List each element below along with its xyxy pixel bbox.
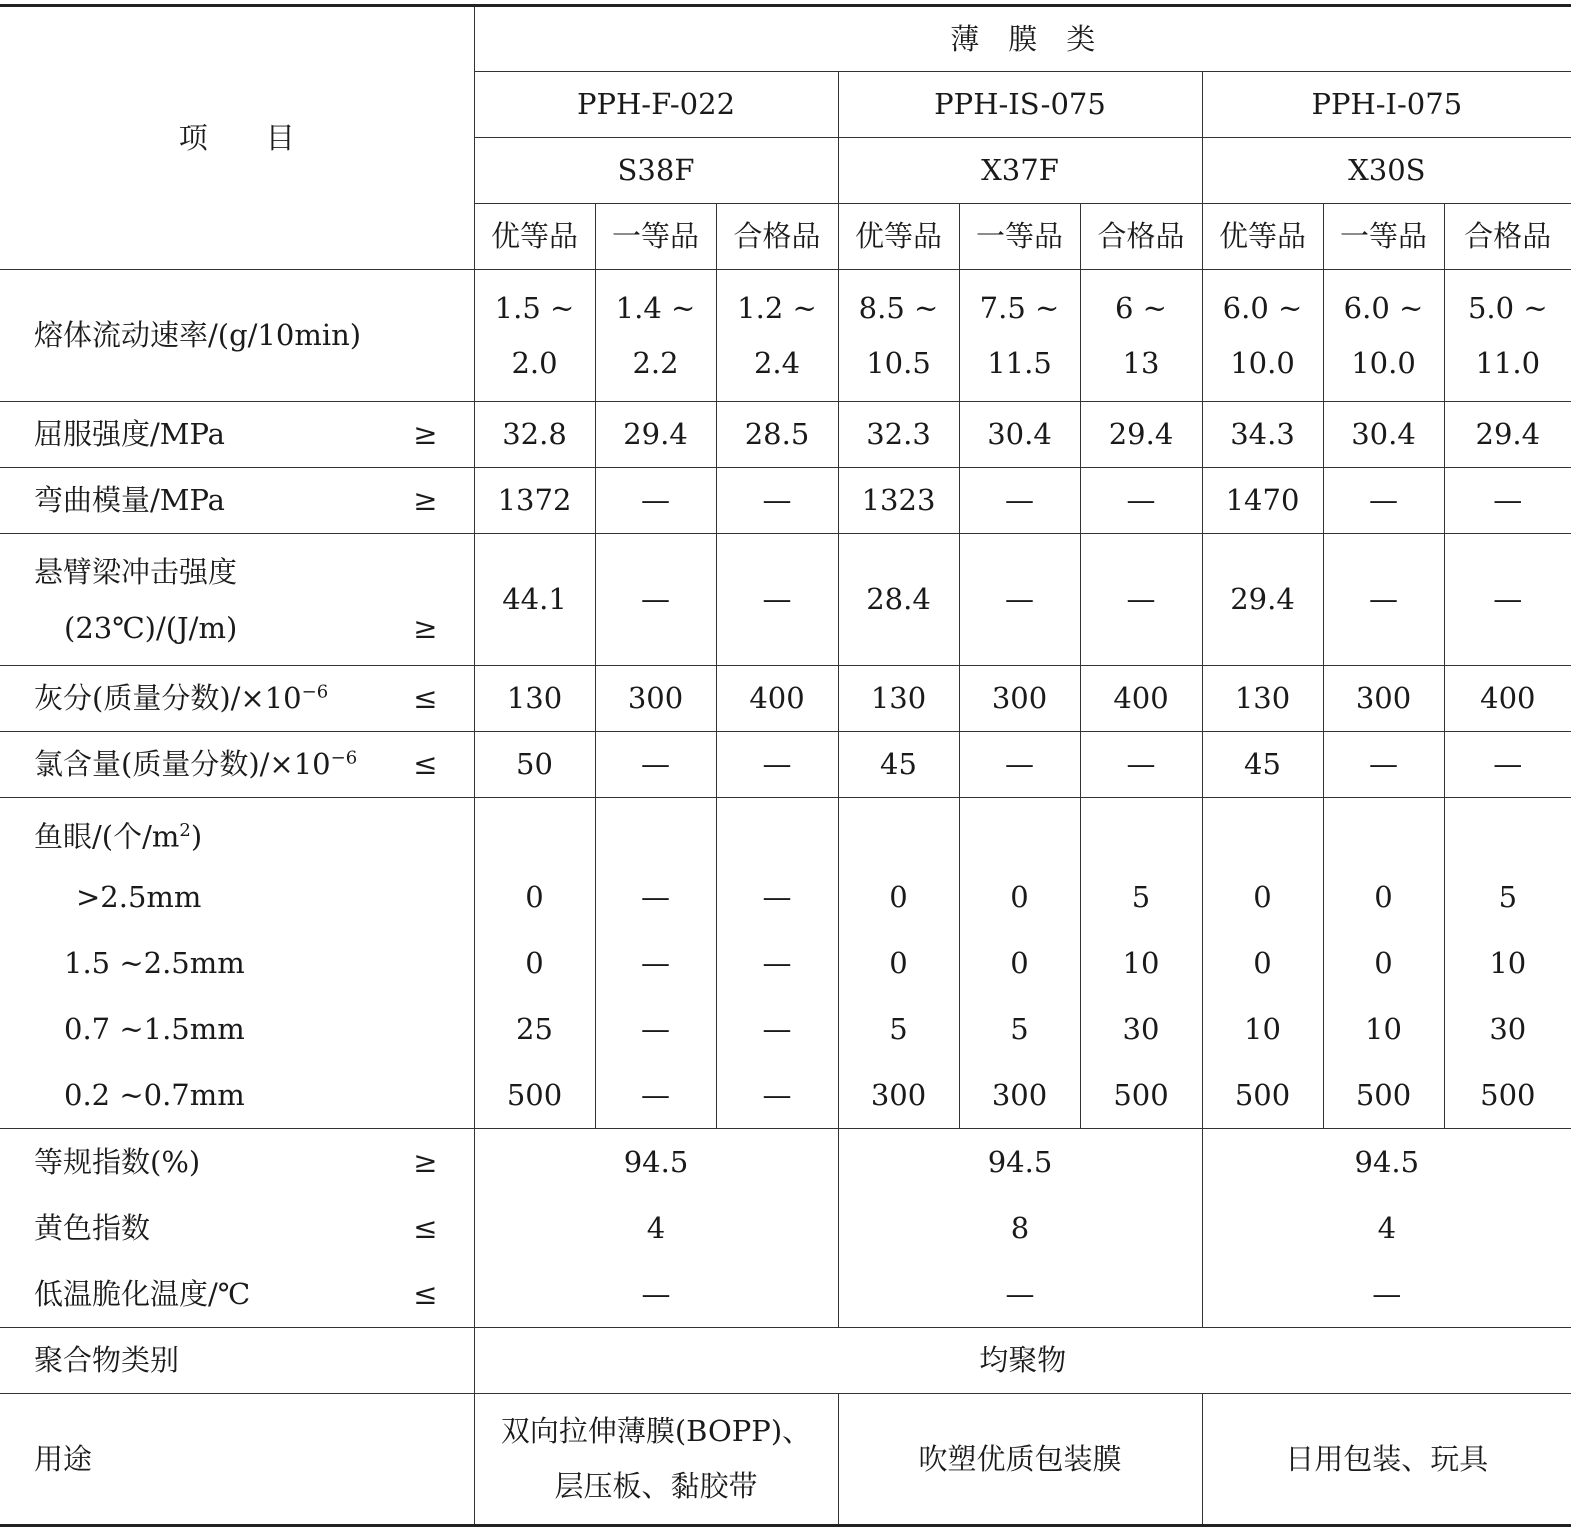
comparison-symbol: ≤ bbox=[413, 681, 438, 716]
table-cell: — bbox=[1080, 468, 1202, 534]
table-cell: — bbox=[1323, 732, 1444, 798]
table-cell: 130 bbox=[838, 666, 959, 732]
table-cell: 0 0 5 300 bbox=[959, 798, 1080, 1129]
table-cell: 1.2 ~ 2.4 bbox=[716, 270, 838, 402]
table-cell: — bbox=[1444, 468, 1571, 534]
quality-header: 优等品 bbox=[474, 204, 595, 270]
grade-header: PPH-F-022 bbox=[474, 72, 838, 138]
table-cell: — bbox=[1323, 468, 1444, 534]
quality-header: 合格品 bbox=[716, 204, 838, 270]
row-fisheye bbox=[0, 798, 1571, 1129]
quality-header: 优等品 bbox=[1202, 204, 1323, 270]
table-cell: — — — — bbox=[716, 798, 838, 1129]
group-header-label: 薄 膜 类 bbox=[950, 21, 1096, 56]
table-cell: 吹塑优质包装膜 bbox=[838, 1394, 1202, 1526]
row-usage bbox=[0, 1394, 1571, 1526]
model-header: X37F bbox=[838, 138, 1202, 204]
row-polymer-class bbox=[0, 1328, 1571, 1394]
comparison-symbol: ≤ bbox=[413, 1211, 438, 1245]
table-cell: — bbox=[959, 732, 1080, 798]
table-cell: — bbox=[1323, 534, 1444, 666]
table-cell: — bbox=[595, 534, 716, 666]
quality-header: 一等品 bbox=[1323, 204, 1444, 270]
row-flexural-modulus bbox=[0, 468, 1571, 534]
item-header bbox=[0, 6, 474, 270]
table-cell: 29.4 bbox=[1202, 534, 1323, 666]
row-chlorine bbox=[0, 732, 1571, 798]
table-cell: 130 bbox=[474, 666, 595, 732]
table-cell: 29.4 bbox=[1080, 402, 1202, 468]
table-cell: — bbox=[716, 468, 838, 534]
table-cell: 30.4 bbox=[1323, 402, 1444, 468]
table-cell: 30.4 bbox=[959, 402, 1080, 468]
table-cell: — — — — bbox=[595, 798, 716, 1129]
row-label: 等规指数(%) ≥ 黄色指数 ≤ 低温脆化温度/℃ ≤ bbox=[0, 1129, 474, 1328]
row-melt-flow-rate bbox=[0, 270, 1571, 402]
quality-header: 优等品 bbox=[838, 204, 959, 270]
row-label: 氯含量(质量分数)$/\times 10^{-6}$ ≤ bbox=[0, 732, 474, 798]
table-cell: 5 10 30 500 bbox=[1444, 798, 1571, 1129]
table-cell: 300 bbox=[959, 666, 1080, 732]
model-header: X30S bbox=[1202, 138, 1571, 204]
table-cell: 双向拉伸薄膜(BOPP)、 层压板、黏胶带 bbox=[474, 1394, 838, 1526]
table-cell: — bbox=[595, 732, 716, 798]
table-cell: 94.5 4 — bbox=[1202, 1129, 1571, 1328]
group-header bbox=[474, 6, 1571, 72]
quality-header: 一等品 bbox=[959, 204, 1080, 270]
row-label: 悬臂梁冲击强度 (23℃)/(J/m) ≥ bbox=[0, 534, 474, 666]
item-header-label: 项 目 bbox=[178, 120, 295, 155]
table-cell: 6.0 ~ 10.0 bbox=[1323, 270, 1444, 402]
table-cell: 130 bbox=[1202, 666, 1323, 732]
table-cell: 29.4 bbox=[595, 402, 716, 468]
comparison-symbol: ≥ bbox=[413, 1145, 438, 1179]
model-header: S38F bbox=[474, 138, 838, 204]
row-label: 聚合物类别 bbox=[0, 1328, 474, 1394]
table-cell: 29.4 bbox=[1444, 402, 1571, 468]
table-cell: 45 bbox=[1202, 732, 1323, 798]
table-cell: 日用包装、玩具 bbox=[1202, 1394, 1571, 1526]
table-cell: 1.5 ~ 2.0 bbox=[474, 270, 595, 402]
table-cell: 400 bbox=[716, 666, 838, 732]
table-cell: — bbox=[1444, 534, 1571, 666]
row-izod-impact bbox=[0, 534, 1571, 666]
table-cell: 34.3 bbox=[1202, 402, 1323, 468]
table-cell: 1323 bbox=[838, 468, 959, 534]
table-cell: 300 bbox=[595, 666, 716, 732]
table-cell: — bbox=[959, 534, 1080, 666]
table-cell: 45 bbox=[838, 732, 959, 798]
row-label: 屈服强度/MPa ≥ bbox=[0, 402, 474, 468]
table-cell: 50 bbox=[474, 732, 595, 798]
table-cell: 0 0 10 500 bbox=[1202, 798, 1323, 1129]
table-cell: 300 bbox=[1323, 666, 1444, 732]
table-cell: 32.8 bbox=[474, 402, 595, 468]
table-cell: 400 bbox=[1444, 666, 1571, 732]
row-misc-properties bbox=[0, 1129, 1571, 1328]
table-cell: — bbox=[1080, 732, 1202, 798]
table-cell: 28.4 bbox=[838, 534, 959, 666]
table-cell: 1.4 ~ 2.2 bbox=[595, 270, 716, 402]
table-cell: — bbox=[716, 534, 838, 666]
quality-header: 一等品 bbox=[595, 204, 716, 270]
comparison-symbol: ≥ bbox=[413, 483, 438, 518]
table-cell: 28.5 bbox=[716, 402, 838, 468]
row-ash bbox=[0, 666, 1571, 732]
table-cell: 1470 bbox=[1202, 468, 1323, 534]
row-label: 灰分(质量分数)$/\times 10^{-6}$ ≤ bbox=[0, 666, 474, 732]
table-cell: 0 0 10 500 bbox=[1323, 798, 1444, 1129]
table-cell: — bbox=[595, 468, 716, 534]
table-cell: 6.0 ~ 10.0 bbox=[1202, 270, 1323, 402]
table-cell: 5 10 30 500 bbox=[1080, 798, 1202, 1129]
comparison-symbol: ≥ bbox=[413, 610, 438, 645]
table-cell: — bbox=[1080, 534, 1202, 666]
comparison-symbol: ≤ bbox=[413, 1277, 438, 1311]
row-label: 弯曲模量/MPa ≥ bbox=[0, 468, 474, 534]
table-cell: 均聚物 bbox=[474, 1328, 1571, 1394]
table-cell: 7.5 ~ 11.5 bbox=[959, 270, 1080, 402]
row-label: 用途 bbox=[0, 1394, 474, 1526]
table-cell: 94.5 4 — bbox=[474, 1129, 838, 1328]
comparison-symbol: ≤ bbox=[413, 747, 438, 782]
quality-header: 合格品 bbox=[1444, 204, 1571, 270]
table-cell: 8.5 ~ 10.5 bbox=[838, 270, 959, 402]
table-cell: 94.5 8 — bbox=[838, 1129, 1202, 1328]
row-label: 熔体流动速率/(g/10min) bbox=[0, 270, 474, 402]
table-cell: 1372 bbox=[474, 468, 595, 534]
table-cell: 6 ~ 13 bbox=[1080, 270, 1202, 402]
table-cell: — bbox=[1444, 732, 1571, 798]
table-cell: 44.1 bbox=[474, 534, 595, 666]
grade-header: PPH-IS-075 bbox=[838, 72, 1202, 138]
row-yield-strength bbox=[0, 402, 1571, 468]
table-cell: 32.3 bbox=[838, 402, 959, 468]
grade-header: PPH-I-075 bbox=[1202, 72, 1571, 138]
spec-table bbox=[0, 4, 1571, 1527]
row-label: 鱼眼/(个$/m^2$) >2.5mm 1.5 ~2.5mm 0.7 ~1.5mm 0.2 ~0.7mm bbox=[0, 798, 474, 1129]
quality-header: 合格品 bbox=[1080, 204, 1202, 270]
table-cell: 400 bbox=[1080, 666, 1202, 732]
table-cell: 0 0 25 500 bbox=[474, 798, 595, 1129]
table-cell: — bbox=[959, 468, 1080, 534]
table-cell: — bbox=[716, 732, 838, 798]
table-cell: 0 0 5 300 bbox=[838, 798, 959, 1129]
comparison-symbol: ≥ bbox=[413, 417, 438, 452]
table-cell: 5.0 ~ 11.0 bbox=[1444, 270, 1571, 402]
header-row-group bbox=[0, 6, 1571, 72]
